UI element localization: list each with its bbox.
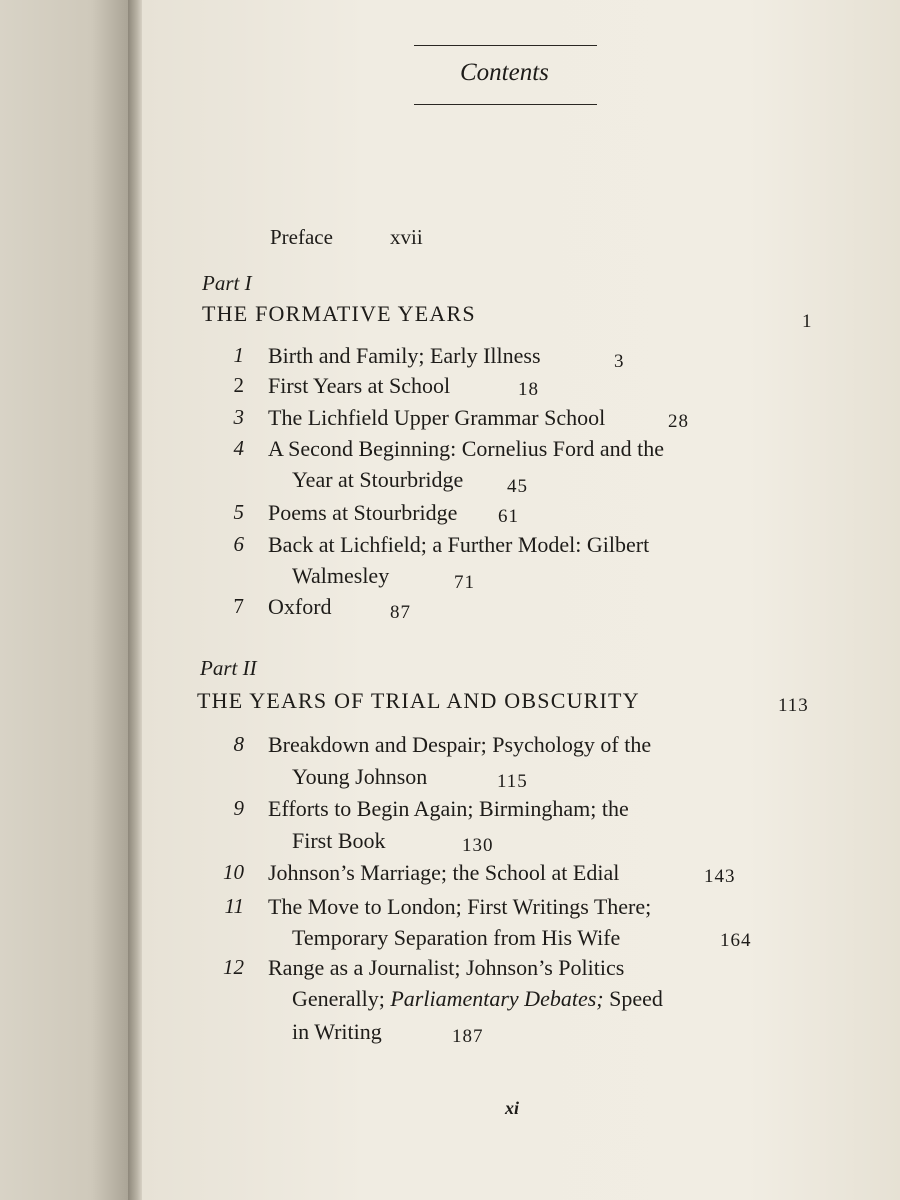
- title-rule-bottom: [414, 104, 597, 105]
- part-2-label: Part II: [200, 656, 257, 680]
- chapter-3-number: 3: [233, 405, 244, 429]
- chapter-7-page: 87: [390, 602, 411, 623]
- chapter-5-title: Poems at Stourbridge: [268, 500, 458, 525]
- chapter-8-number: 8: [233, 732, 244, 756]
- chapter-4-page: 45: [507, 476, 528, 497]
- chapter-12-speed: Speed: [609, 986, 663, 1011]
- chapter-12-italic-title: Parliamentary Debates;: [390, 986, 604, 1011]
- chapter-8-title-line-1: Breakdown and Despair; Psychology of the: [268, 732, 652, 757]
- part-2-title: THE YEARS OF TRIAL AND OBSCURITY: [197, 688, 640, 713]
- part-1-title: THE FORMATIVE YEARS: [202, 301, 476, 326]
- chapter-8-title-line-2: Young Johnson: [292, 764, 428, 789]
- chapter-9-number: 9: [233, 796, 244, 820]
- chapter-6-title-line-2: Walmesley: [292, 563, 390, 588]
- chapter-3-page: 28: [668, 411, 689, 432]
- chapter-2-page: 18: [518, 379, 539, 400]
- chapter-7-number: 7: [233, 594, 244, 618]
- chapter-9-page: 130: [462, 835, 494, 856]
- chapter-11-title-line-1: The Move to London; First Writings There;: [268, 894, 652, 919]
- chapter-12-page: 187: [452, 1026, 484, 1047]
- chapter-6-page: 71: [454, 572, 475, 593]
- part-1-label: Part I: [202, 271, 252, 295]
- chapter-3-title: The Lichfield Upper Grammar School: [268, 405, 606, 430]
- part-2-page: 113: [778, 695, 809, 716]
- chapter-12-title-line-3: in Writing: [292, 1019, 382, 1044]
- chapter-4-number: 4: [233, 436, 244, 460]
- chapter-1-page: 3: [614, 351, 625, 372]
- chapter-1-title: Birth and Family; Early Illness: [268, 343, 541, 368]
- page-title: Contents: [460, 59, 549, 86]
- chapter-2-number: 2: [233, 373, 244, 397]
- chapter-12-generally: Generally;: [292, 986, 385, 1011]
- chapter-11-title-line-2: Temporary Separation from His Wife: [292, 925, 621, 950]
- chapter-11-page: 164: [720, 930, 752, 951]
- chapter-10-page: 143: [704, 866, 736, 887]
- chapter-6-number: 6: [233, 532, 244, 556]
- chapter-12-title-line-1: Range as a Journalist; Johnson’s Politics: [268, 955, 625, 980]
- preface-page: xvii: [390, 225, 423, 249]
- chapter-5-number: 5: [233, 500, 244, 524]
- chapter-5-page: 61: [498, 506, 519, 527]
- chapter-1-number: 1: [233, 343, 244, 367]
- chapter-6-title-line-1: Back at Lichfield; a Further Model: Gilbert: [268, 532, 650, 557]
- preface-label: Preface: [270, 225, 333, 249]
- title-rule-top: [414, 45, 597, 46]
- chapter-2-title: First Years at School: [268, 373, 451, 398]
- chapter-9-title-line-2: First Book: [292, 828, 386, 853]
- chapter-12-title-line-2: [292, 986, 663, 1012]
- facing-page: [0, 0, 130, 1200]
- chapter-11-number: 11: [224, 894, 244, 918]
- chapter-10-title: Johnson’s Marriage; the School at Edial: [268, 860, 620, 885]
- contents-page: [142, 0, 900, 1200]
- chapter-7-title: Oxford: [268, 594, 332, 619]
- chapter-8-page: 115: [497, 771, 528, 792]
- chapter-12-number: 12: [223, 955, 244, 979]
- chapter-9-title-line-1: Efforts to Begin Again; Birmingham; the: [268, 796, 629, 821]
- chapter-4-title-line-2: Year at Stourbridge: [292, 467, 464, 492]
- chapter-4-title-line-1: A Second Beginning: Cornelius Ford and the: [268, 436, 664, 461]
- part-1-page: 1: [802, 311, 813, 332]
- page-folio: xi: [505, 1098, 520, 1118]
- chapter-10-number: 10: [223, 860, 244, 884]
